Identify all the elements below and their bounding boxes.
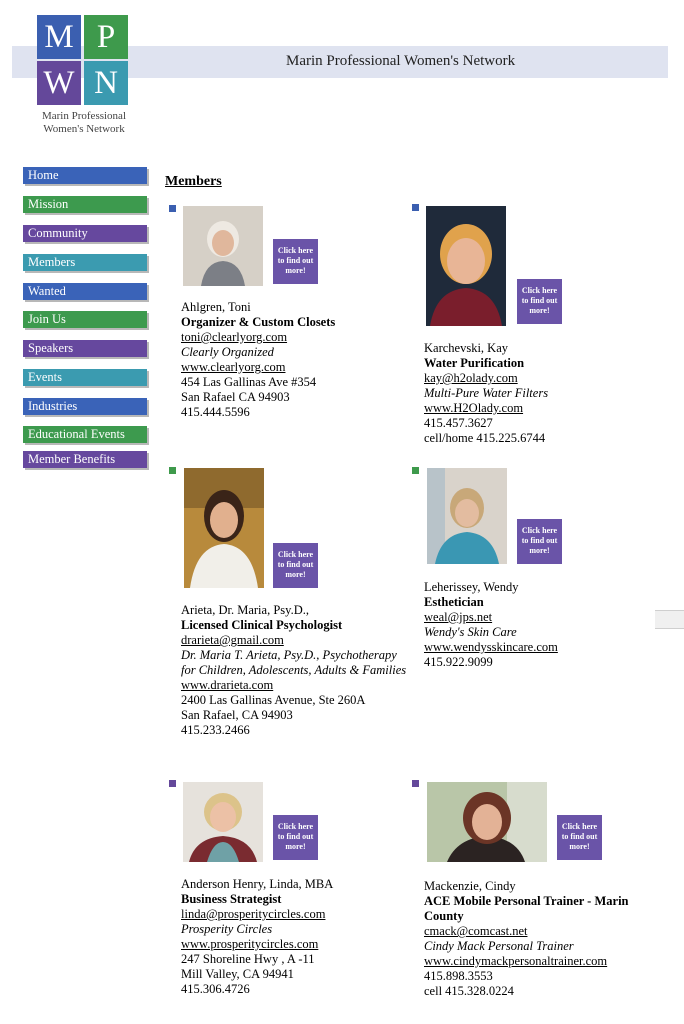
button-text-line3: more!: [285, 266, 306, 275]
member-card-anderson-henry: [181, 877, 333, 997]
member-card-mackenzie: [424, 879, 640, 999]
member-phone-cell: cell 415.328.0224: [424, 984, 514, 998]
button-text-line2: to find out: [277, 560, 314, 569]
member-title: Water Purification: [424, 356, 525, 370]
find-out-more-button[interactable]: [517, 519, 562, 564]
button-text-line3: more!: [285, 842, 306, 851]
member-title: Business Strategist: [181, 892, 282, 906]
member-photo-mackenzie[interactable]: [427, 782, 547, 862]
member-company: Clearly Organized: [181, 345, 274, 359]
bullet-icon: [169, 467, 176, 474]
member-website-link[interactable]: www.wendysskincare.com: [424, 640, 558, 654]
find-out-more-button[interactable]: [273, 543, 318, 588]
button-text-line2: to find out: [521, 536, 558, 545]
bullet-icon: [412, 467, 419, 474]
button-text-line2: to find out: [561, 832, 598, 841]
member-address-line1: 2400 Las Gallinas Avenue, Ste 260A: [181, 693, 366, 707]
button-text-line3: more!: [529, 546, 550, 555]
logo-tile-w: W: [37, 61, 81, 105]
bullet-icon: [169, 205, 176, 212]
nav-community[interactable]: Community: [23, 225, 147, 242]
member-company: Multi-Pure Water Filters: [424, 386, 549, 400]
member-photo-arieta[interactable]: [184, 468, 264, 588]
portrait-icon: [427, 782, 547, 862]
bullet-icon: [412, 780, 419, 787]
page-title: Members: [165, 174, 222, 189]
member-photo-anderson-henry[interactable]: [183, 782, 263, 862]
member-photo-karchevski[interactable]: [426, 206, 506, 326]
member-address-line2: San Rafael CA 94903: [181, 390, 290, 404]
member-title: Esthetician: [424, 595, 484, 609]
button-text-line1: Click here: [521, 526, 558, 535]
member-photo-leherissey[interactable]: [427, 468, 507, 564]
member-card-ahlgren: [181, 300, 335, 420]
member-card-arieta: [181, 603, 413, 738]
nav-industries[interactable]: Industries: [23, 398, 147, 415]
portrait-icon: [183, 782, 263, 862]
logo-tile-n: N: [84, 61, 128, 105]
member-card-karchevski: [424, 341, 548, 446]
button-text-line3: more!: [569, 842, 590, 851]
member-title: ACE Mobile Personal Trainer - Marin County: [424, 894, 629, 923]
logo-caption-line1: Marin Professional: [41, 110, 126, 122]
site-title: Marin Professional Women's Network: [286, 53, 516, 69]
nav-speakers[interactable]: Speakers: [23, 340, 147, 357]
member-email-link[interactable]: kay@h2olady.com: [424, 371, 518, 385]
button-text-line1: Click here: [277, 550, 314, 559]
nav-educational-events[interactable]: Educational Events: [23, 426, 147, 443]
button-text-line1: Click here: [521, 286, 558, 295]
button-text-line2: to find out: [277, 832, 314, 841]
button-text-line3: more!: [285, 570, 306, 579]
find-out-more-button[interactable]: [273, 815, 318, 860]
member-title: Licensed Clinical Psychologist: [181, 618, 343, 632]
member-email-link[interactable]: weal@jps.net: [424, 610, 493, 624]
member-company: Prosperity Circles: [181, 922, 273, 936]
logo-tile-m: M: [37, 15, 81, 59]
member-title: Organizer & Custom Closets: [181, 315, 336, 329]
nav-join-us[interactable]: Join Us: [23, 311, 147, 328]
member-photo-ahlgren[interactable]: [183, 206, 263, 286]
member-company: Cindy Mack Personal Trainer: [424, 939, 574, 953]
site-logo[interactable]: [37, 15, 128, 105]
nav-wanted[interactable]: Wanted: [23, 283, 147, 300]
portrait-icon: [183, 206, 263, 286]
member-phone: 415.898.3553: [424, 969, 493, 983]
nav-events[interactable]: Events: [23, 369, 147, 386]
find-out-more-button[interactable]: [517, 279, 562, 324]
bullet-icon: [412, 204, 419, 211]
button-text-line1: Click here: [561, 822, 598, 831]
member-phone-cell: cell/home 415.225.6744: [424, 431, 546, 445]
logo-caption-line2: Women's Network: [43, 123, 125, 135]
member-name: Anderson Henry, Linda, MBA: [181, 877, 334, 891]
member-website-link[interactable]: www.drarieta.com: [181, 678, 274, 692]
member-name: Arieta, Dr. Maria, Psy.D.,: [181, 603, 309, 617]
bullet-icon: [169, 780, 176, 787]
button-text-line2: to find out: [521, 296, 558, 305]
member-name: Ahlgren, Toni: [181, 300, 251, 314]
scroll-handle[interactable]: [655, 610, 684, 629]
find-out-more-button[interactable]: [273, 239, 318, 284]
member-address-line2: Mill Valley, CA 94941: [181, 967, 294, 981]
find-out-more-button[interactable]: [557, 815, 602, 860]
portrait-icon: [427, 468, 507, 564]
member-address-line1: 247 Shoreline Hwy , A -11: [181, 952, 315, 966]
portrait-icon: [426, 206, 506, 326]
member-website-link[interactable]: www.prosperitycircles.com: [181, 937, 319, 951]
member-phone: 415.444.5596: [181, 405, 250, 419]
button-text-line1: Click here: [277, 822, 314, 831]
logo-tile-p: P: [84, 15, 128, 59]
member-name: Karchevski, Kay: [424, 341, 508, 355]
member-email-link[interactable]: linda@prosperitycircles.com: [181, 907, 326, 921]
member-phone: 415.306.4726: [181, 982, 250, 996]
member-website-link[interactable]: www.clearlyorg.com: [181, 360, 286, 374]
member-email-link[interactable]: drarieta@gmail.com: [181, 633, 284, 647]
nav-home[interactable]: Home: [23, 167, 147, 184]
member-email-link[interactable]: toni@clearlyorg.com: [181, 330, 288, 344]
member-website-link[interactable]: www.H2Olady.com: [424, 401, 524, 415]
member-email-link[interactable]: cmack@comcast.net: [424, 924, 528, 938]
member-address-line2: San Rafael, CA 94903: [181, 708, 293, 722]
member-name: Mackenzie, Cindy: [424, 879, 516, 893]
member-phone: 415.922.9099: [424, 655, 493, 669]
logo-caption: [28, 110, 140, 136]
member-company: Dr. Maria T. Arieta, Psy.D., Psychotherapy for Children, Adolescents, Adults & Families: [181, 648, 407, 677]
member-address-line1: 454 Las Gallinas Ave #354: [181, 375, 317, 389]
nav-members[interactable]: Members: [23, 254, 147, 271]
nav-mission[interactable]: Mission: [23, 196, 147, 213]
button-text-line2: to find out: [277, 256, 314, 265]
member-phone: 415.233.2466: [181, 723, 250, 737]
nav-member-benefits[interactable]: Member Benefits: [23, 451, 147, 468]
member-company: Wendy's Skin Care: [424, 625, 517, 639]
button-text-line1: Click here: [277, 246, 314, 255]
member-website-link[interactable]: www.cindymackpersonaltrainer.com: [424, 954, 608, 968]
member-phone: 415.457.3627: [424, 416, 493, 430]
member-card-leherissey: [424, 580, 558, 670]
member-name: Leherissey, Wendy: [424, 580, 519, 594]
button-text-line3: more!: [529, 306, 550, 315]
portrait-icon: [184, 468, 264, 588]
